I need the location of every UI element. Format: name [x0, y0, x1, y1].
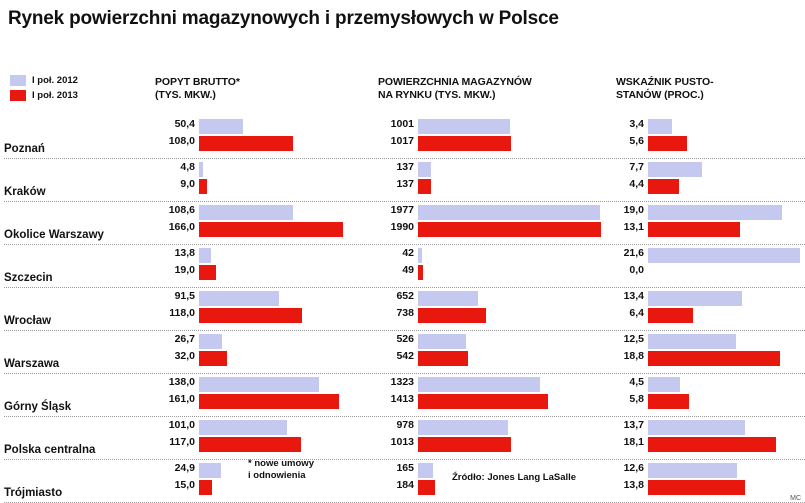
chart-row: [0, 116, 805, 159]
bar-panel: [378, 117, 613, 157]
bar-2013: [199, 394, 339, 409]
value-label-2012: 652: [396, 290, 414, 302]
bar-2013: [648, 480, 745, 495]
bar-2013: [418, 265, 423, 280]
value-label-2012: 19,0: [623, 204, 644, 216]
bar-2013: [648, 136, 687, 151]
bar-2012: [648, 291, 742, 306]
bar-2012: [648, 205, 782, 220]
row-label: Polska centralna: [4, 444, 96, 456]
footnote: * nowe umowy i odnowienia: [248, 458, 314, 481]
value-label-2013: 108,0: [168, 135, 195, 147]
value-label-2012: 101,0: [168, 419, 195, 431]
bar-2012: [418, 334, 466, 349]
value-label-2013: 166,0: [168, 221, 195, 233]
bar-panel: [378, 246, 613, 286]
value-label-2013: 19,0: [174, 264, 195, 276]
row-label: Górny Śląsk: [4, 401, 72, 413]
bar-panel: [616, 289, 805, 329]
bar-2013: [418, 308, 486, 323]
bar-2012: [199, 420, 287, 435]
bar-2012: [648, 248, 800, 263]
value-label-2013: 5,8: [629, 393, 644, 405]
bar-2012: [418, 248, 422, 263]
value-label-2013: 18,1: [623, 436, 644, 448]
bar-2013: [418, 136, 511, 151]
bar-2012: [648, 334, 736, 349]
value-label-2012: 1323: [390, 376, 414, 388]
value-label-2013: 4,4: [629, 178, 644, 190]
bar-2012: [199, 291, 279, 306]
value-label-2012: 26,7: [174, 333, 195, 345]
bar-2012: [199, 463, 221, 478]
bar-panel: [378, 203, 613, 243]
bar-panel: [155, 289, 375, 329]
bar-2012: [648, 420, 745, 435]
bar-panel: [616, 203, 805, 243]
value-label-2012: 42: [402, 247, 414, 259]
value-label-2012: 138,0: [168, 376, 195, 388]
value-label-2013: 13,8: [623, 479, 644, 491]
bar-panel: [155, 246, 375, 286]
value-label-2013: 5,6: [629, 135, 644, 147]
bar-2013: [648, 351, 780, 366]
bar-2013: [199, 222, 343, 237]
value-label-2012: 978: [396, 419, 414, 431]
value-label-2013: 161,0: [168, 393, 195, 405]
value-label-2013: 542: [396, 350, 414, 362]
bar-2012: [418, 463, 433, 478]
value-label-2012: 108,6: [168, 204, 195, 216]
bar-panel: [616, 160, 805, 200]
bar-2012: [199, 119, 243, 134]
value-label-2013: 9,0: [180, 178, 195, 190]
value-label-2012: 50,4: [174, 118, 195, 130]
bar-2013: [648, 437, 776, 452]
value-label-2013: 1013: [390, 436, 414, 448]
page-title: Rynek powierzchni magazynowych i przemysłowych w Polsce: [8, 8, 559, 29]
legend-label-2012: I poł. 2012: [32, 75, 78, 86]
value-label-2013: 0,0: [629, 264, 644, 276]
chart-legend: [10, 75, 78, 105]
column-header-demand: POPYT BRUTTO* (TYS. MKW.): [155, 76, 240, 102]
bar-2012: [199, 334, 222, 349]
bar-2013: [199, 480, 212, 495]
value-label-2013: 1413: [390, 393, 414, 405]
bar-panel: [616, 461, 805, 501]
row-label: Okolice Warszawy: [4, 229, 104, 241]
bar-2013: [418, 179, 431, 194]
bar-panel: [616, 117, 805, 157]
value-label-2012: 4,8: [180, 161, 195, 173]
value-label-2013: 18,8: [623, 350, 644, 362]
bar-panel: [378, 160, 613, 200]
bar-2013: [648, 179, 679, 194]
value-label-2012: 4,5: [629, 376, 644, 388]
bar-2012: [418, 205, 600, 220]
bar-2013: [418, 222, 601, 237]
column-header-stock: POWIERZCHNIA MAGAZYNÓW NA RYNKU (TYS. MKW.): [378, 76, 532, 102]
legend-item: [10, 75, 78, 86]
chart-row: [0, 374, 805, 417]
bar-2012: [199, 377, 319, 392]
value-label-2013: 118,0: [169, 307, 195, 319]
bar-2012: [418, 291, 478, 306]
row-label: Warszawa: [4, 358, 60, 370]
bar-panel: [378, 332, 613, 372]
bar-2012: [199, 205, 293, 220]
value-label-2012: 24,9: [174, 462, 195, 474]
value-label-2012: 137: [396, 161, 414, 173]
bar-2013: [418, 437, 511, 452]
chart-row: [0, 417, 805, 460]
bar-2013: [648, 394, 689, 409]
value-label-2012: 12,5: [623, 333, 644, 345]
value-label-2013: 117,0: [169, 436, 195, 448]
value-label-2012: 526: [396, 333, 414, 345]
bar-panel: [616, 375, 805, 415]
value-label-2012: 13,7: [623, 419, 644, 431]
bar-panel: [378, 375, 613, 415]
legend-item: [10, 90, 78, 101]
bar-2013: [418, 394, 548, 409]
row-label: Wrocław: [4, 315, 52, 327]
value-label-2013: 1990: [390, 221, 414, 233]
bar-2012: [418, 420, 508, 435]
bar-2013: [199, 136, 293, 151]
column-header-vacancy: WSKAŹNIK PUSTO- STANÓW (PROC.): [616, 76, 714, 102]
bar-2013: [199, 179, 207, 194]
chart-row: [0, 288, 805, 331]
bar-panel: [155, 418, 375, 458]
chart-row: [0, 245, 805, 288]
bar-2012: [418, 162, 431, 177]
bar-panel: [155, 332, 375, 372]
chart-rows: [0, 116, 805, 503]
value-label-2013: 1017: [390, 135, 414, 147]
chart-row: [0, 202, 805, 245]
chart-row: [0, 460, 805, 503]
bar-panel: [155, 375, 375, 415]
row-label: Poznań: [4, 143, 45, 155]
value-label-2012: 1977: [390, 204, 414, 216]
bar-panel: [616, 332, 805, 372]
bar-2012: [418, 377, 540, 392]
bar-2013: [199, 265, 216, 280]
value-label-2013: 137: [396, 178, 414, 190]
row-label: Kraków: [4, 186, 46, 198]
value-label-2013: 184: [396, 479, 414, 491]
bar-panel: [616, 418, 805, 458]
bar-2012: [199, 248, 211, 263]
value-label-2013: 32,0: [174, 350, 195, 362]
value-label-2012: 165: [396, 462, 414, 474]
bar-2012: [199, 162, 203, 177]
bar-panel: [155, 160, 375, 200]
value-label-2012: 3,4: [629, 118, 644, 130]
bar-2012: [648, 377, 680, 392]
value-label-2012: 1001: [390, 118, 414, 130]
legend-label-2013: I poł. 2013: [32, 90, 78, 101]
value-label-2012: 7,7: [629, 161, 644, 173]
value-label-2012: 13,8: [174, 247, 195, 259]
bar-2012: [648, 162, 702, 177]
value-label-2013: 738: [396, 307, 414, 319]
bar-2013: [418, 480, 435, 495]
bar-panel: [378, 418, 613, 458]
legend-swatch-2013: [10, 90, 26, 101]
value-label-2013: 13,1: [623, 221, 644, 233]
chart-row: [0, 159, 805, 202]
bar-2013: [648, 308, 693, 323]
row-label: Szczecin: [4, 272, 53, 284]
bar-2012: [418, 119, 510, 134]
source-label: Źródło: Jones Lang LaSalle: [452, 472, 577, 483]
bar-2013: [199, 308, 302, 323]
value-label-2013: 15,0: [174, 479, 195, 491]
row-label: Trójmiasto: [4, 487, 63, 499]
bar-panel: [378, 289, 613, 329]
bar-panel: [155, 203, 375, 243]
value-label-2012: 21,6: [623, 247, 644, 259]
credit-label: MC: [790, 495, 801, 502]
value-label-2012: 12,6: [623, 462, 644, 474]
bar-panel: [616, 246, 805, 286]
legend-swatch-2012: [10, 75, 26, 86]
bar-2013: [648, 222, 740, 237]
bar-panel: [155, 117, 375, 157]
value-label-2013: 49: [402, 264, 414, 276]
bar-2013: [199, 437, 301, 452]
bar-2012: [648, 463, 737, 478]
bar-2013: [418, 351, 468, 366]
chart-row: [0, 331, 805, 374]
bar-2012: [648, 119, 672, 134]
value-label-2012: 13,4: [623, 290, 644, 302]
value-label-2012: 91,5: [174, 290, 195, 302]
bar-2013: [199, 351, 227, 366]
value-label-2013: 6,4: [629, 307, 644, 319]
